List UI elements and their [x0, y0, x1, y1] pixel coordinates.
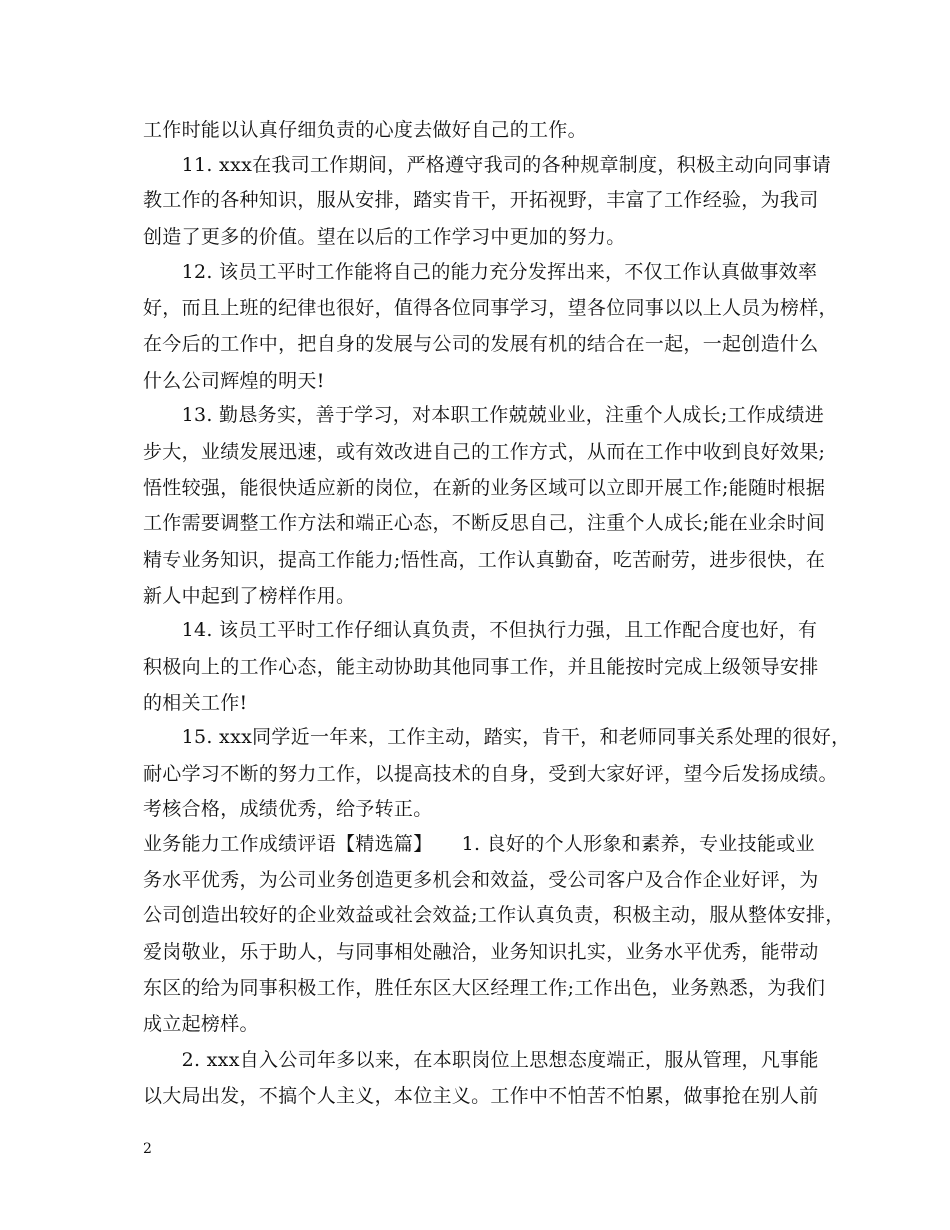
text-line: 在今后的工作中，把自身的发展与公司的发展有机的结合在一起，一起创造什么: [143, 333, 819, 355]
text-line: 工作需要调整工作方法和端正心态，不断反思自己，注重个人成长;能在业余时间: [143, 512, 826, 534]
text-line: 工作时能以认真仔细负责的心度去做好自己的工作。: [143, 119, 587, 141]
text-line: 积极向上的工作心态，能主动协助其他同事工作，并且能按时完成上级领导安排: [143, 656, 819, 678]
text-line: 务水平优秀，为公司业务创造更多机会和效益，受公司客户及合作企业好评，为: [143, 869, 819, 891]
text-line: 精专业务知识，提高工作能力;悟性高，工作认真勤奋，吃苦耐劳，进步很快，在: [143, 549, 826, 571]
text-line: 耐心学习不断的努力工作，以提高技术的自身，受到大家好评，望今后发扬成绩。: [143, 763, 838, 785]
text-line: 创造了更多的价值。望在以后的工作学习中更加的努力。: [143, 226, 626, 248]
text-line: 13. 勤恳务实，善于学习，对本职工作兢兢业业，注重个人成长;工作成绩进: [143, 404, 825, 426]
text-line: 新人中起到了榜样作用。: [143, 585, 356, 607]
text-line: 以大局出发，不搞个人主义，本位主义。工作中不怕苦不怕累，做事抢在别人前: [143, 1085, 819, 1107]
text-line: 悟性较强，能很快适应新的岗位，在新的业务区域可以立即开展工作;能随时根据: [143, 477, 826, 499]
text-line: 12. 该员工平时工作能将自己的能力充分发挥出来，不仅工作认真做事效率: [143, 261, 818, 283]
text-line: 步大，业绩发展迅速，或有效改进自己的工作方式，从而在工作中收到良好效果;: [143, 441, 826, 463]
text-line: 14. 该员工平时工作仔细认真负责，不但执行力强，且工作配合度也好，有: [143, 619, 818, 641]
text-line: 公司创造出较好的企业效益或社会效益;工作认真负责，积极主动，服从整体安排，: [143, 904, 845, 926]
text-line: 爱岗敬业，乐于助人，与同事相处融洽，业务知识扎实，业务水平优秀，能带动: [143, 941, 819, 963]
text-line: 2. xxx自入公司年多以来，在本职岗位上思想态度端正，服从管理，凡事能: [143, 1049, 819, 1071]
text-line: 东区的给为同事积极工作，胜任东区大区经理工作;工作出色，业务熟悉，为我们: [143, 977, 826, 999]
text-line: 11. xxx在我司工作期间，严格遵守我司的各种规章制度，积极主动向同事请: [143, 154, 832, 176]
text-line: 好，而且上班的纪律也很好，值得各位同事学习，望各位同事以以上人员为榜样，: [143, 297, 838, 319]
text-line: 成立起榜样。: [143, 1013, 259, 1035]
text-line: 的相关工作!: [143, 692, 248, 714]
text-line: 教工作的各种知识，服从安排，踏实肯干，开拓视野，丰富了工作经验，为我司: [143, 189, 819, 211]
section-heading-line: 业务能力工作成绩评语【精选篇】 1. 良好的个人形象和素养，专业技能或业: [143, 833, 815, 855]
text-line: 考核合格，成绩优秀，给予转正。: [143, 798, 433, 820]
text-line: 什么公司辉煌的明天!: [143, 370, 325, 392]
text-line: 15. xxx同学近一年来，工作主动，踏实，肯干，和老师同事关系处理的很好，: [143, 726, 851, 748]
page-number: 2: [143, 1141, 152, 1157]
